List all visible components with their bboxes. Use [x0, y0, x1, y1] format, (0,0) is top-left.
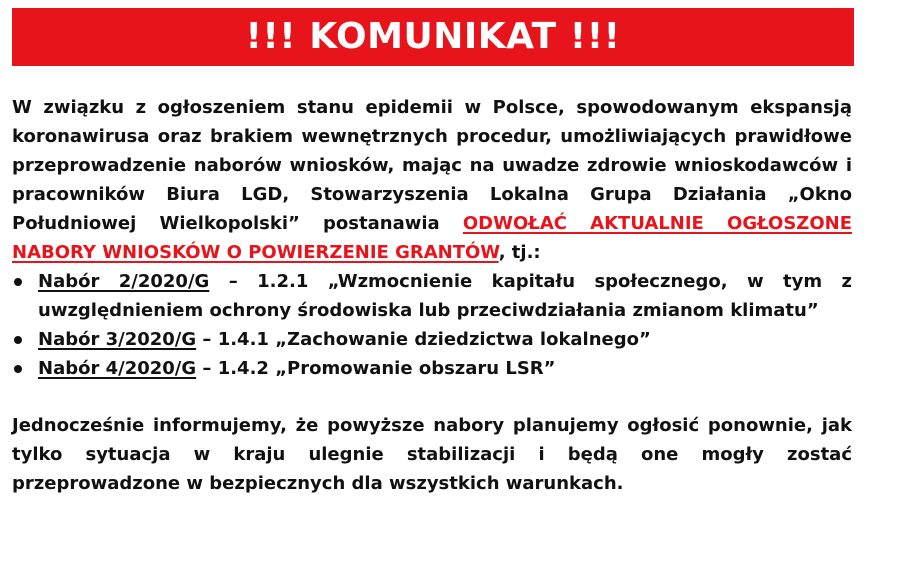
list-item — [12, 325, 852, 354]
item-text: – 1.2.1 „Wzmocnienie kapitału społecznego, w tym z uwzględnieniem ochrony środowiska lub przeciwdziałania zmianom klimatu” — [38, 271, 852, 321]
bullet-icon — [14, 278, 22, 286]
announcement-body — [12, 93, 852, 498]
spacer — [12, 383, 852, 411]
call-list — [12, 267, 852, 383]
banner-title: !!! KOMUNIKAT !!! — [245, 16, 621, 57]
closing-paragraph: Jednocześnie informujemy, że powyższe nabory planujemy ogłosić ponownie, jak tylko sytuacja w kraju ulegnie stabilizacji i będą one mogły zostać przeprowadzone w bezpiecznych dla wszystkich warunkach. — [12, 415, 852, 494]
intro-text: W związku z ogłoszeniem stanu epidemii w Polsce, spowodowanym ekspansją koronawirusa oraz brakiem wewnętrznych procedur, umożliwiających prawidłowe przeprowadzenie naborów wniosków, mając na uwadze zdrowie wnioskodawców i pracowników Biura LGD, Stowarzyszenia Lokalna Grupa Działania „Okno Południowej Wielkopolski” postanawia — [12, 97, 852, 234]
item-text: – 1.4.2 „Promowanie obszaru LSR” — [196, 358, 556, 379]
bullet-icon — [14, 336, 22, 344]
item-label: Nabór 4/2020/G — [38, 358, 197, 379]
list-item — [12, 354, 852, 383]
cancellation-highlight: ODWOŁAĆ AKTUALNIE OGŁOSZONE NABORY WNIOSKÓW O POWIERZENIE GRANTÓW — [12, 213, 853, 263]
item-text: – 1.4.1 „Zachowanie dziedzictwa lokalnego” — [196, 329, 651, 350]
list-item — [12, 267, 852, 325]
intro-suffix: , tj.: — [498, 242, 541, 263]
item-label: Nabór 2/2020/G — [38, 271, 210, 292]
item-label: Nabór 3/2020/G — [38, 329, 197, 350]
bullet-icon — [14, 365, 22, 373]
intro-paragraph — [12, 93, 852, 267]
announcement-banner — [12, 8, 854, 66]
